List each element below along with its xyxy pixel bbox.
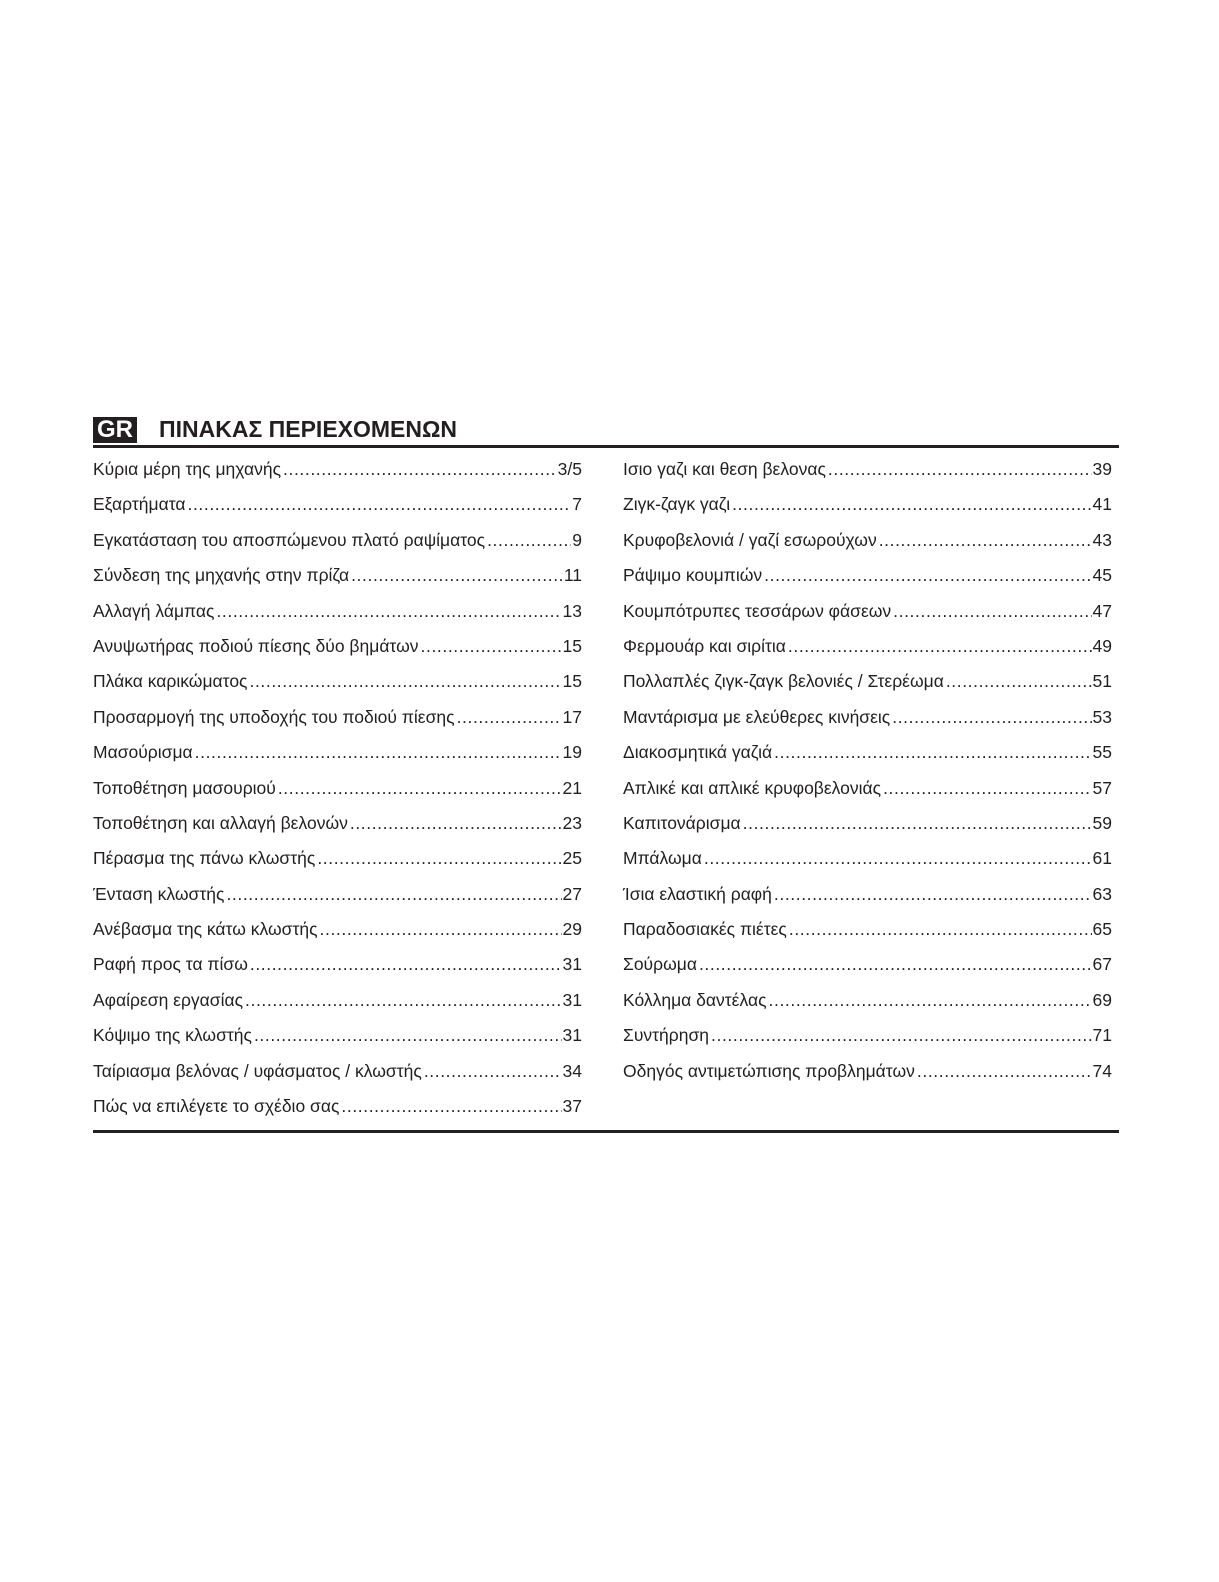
toc-entry bbox=[93, 1060, 582, 1095]
dot-leader bbox=[226, 883, 561, 905]
dot-leader bbox=[828, 458, 1092, 480]
entry-page: 71 bbox=[1092, 1025, 1112, 1046]
entry-page: 17 bbox=[562, 706, 582, 727]
entry-page: 74 bbox=[1092, 1060, 1112, 1081]
toc-right-column bbox=[623, 458, 1112, 1095]
entry-title: Συντήρηση bbox=[623, 1025, 710, 1046]
toc-entry bbox=[623, 847, 1112, 882]
entry-page: 27 bbox=[562, 883, 582, 904]
dot-leader bbox=[769, 989, 1092, 1011]
entry-title: Εξαρτήματα bbox=[93, 494, 186, 515]
dot-leader bbox=[254, 1024, 562, 1046]
entry-title: Ίσια ελαστική ραφή bbox=[623, 883, 772, 904]
entry-page: 47 bbox=[1092, 600, 1112, 621]
toc-entry bbox=[93, 670, 582, 705]
dot-leader bbox=[250, 953, 562, 975]
entry-page: 51 bbox=[1092, 671, 1112, 692]
dot-leader bbox=[283, 458, 557, 480]
entry-title: Πολλαπλές ζιγκ-ζαγκ βελονιές / Στερέωμα bbox=[623, 671, 944, 692]
entry-title: Ένταση κλωστής bbox=[93, 883, 225, 904]
entry-page: 9 bbox=[572, 529, 582, 550]
dot-leader bbox=[341, 1095, 561, 1117]
toc-entry bbox=[93, 883, 582, 918]
entry-page: 55 bbox=[1092, 742, 1112, 763]
entry-title: Διακοσμητικά γαζιά bbox=[623, 742, 773, 763]
entry-title: Κουμπότρυπες τεσσάρων φάσεων bbox=[623, 600, 892, 621]
entry-title: Κρυφοβελονιά / γαζί εσωρούχων bbox=[623, 529, 877, 550]
toc-entry bbox=[623, 741, 1112, 776]
toc-header bbox=[93, 415, 1119, 448]
toc-entry bbox=[623, 777, 1112, 812]
dot-leader bbox=[879, 529, 1092, 551]
toc-entry bbox=[623, 670, 1112, 705]
entry-page: 49 bbox=[1092, 635, 1112, 656]
entry-title: Μαντάρισμα με ελεύθερες κινήσεις bbox=[623, 706, 891, 727]
entry-title: Μπάλωμα bbox=[623, 848, 702, 869]
entry-title: Απλικέ και απλικέ κρυφοβελονιάς bbox=[623, 777, 882, 798]
toc-entry bbox=[623, 529, 1112, 564]
entry-title: Τοποθέτηση μασουριού bbox=[93, 777, 276, 798]
entry-page: 21 bbox=[562, 777, 582, 798]
dot-leader bbox=[320, 918, 562, 940]
entry-page: 45 bbox=[1092, 565, 1112, 586]
toc-entry bbox=[93, 600, 582, 635]
entry-page: 3/5 bbox=[557, 459, 582, 479]
entry-title: Εγκατάσταση του αποσπώμενου πλατό ραψίματος bbox=[93, 529, 486, 550]
entry-page: 59 bbox=[1092, 812, 1112, 833]
toc-entry bbox=[93, 458, 582, 493]
entry-title: Τοποθέτηση και αλλαγή βελονών bbox=[93, 812, 348, 833]
toc-entry bbox=[623, 1060, 1112, 1095]
entry-page: 15 bbox=[562, 671, 582, 692]
entry-page: 25 bbox=[562, 848, 582, 869]
dot-leader bbox=[351, 564, 563, 586]
entry-title: Αλλαγή λάμπας bbox=[93, 600, 215, 621]
toc-entry bbox=[93, 812, 582, 847]
toc-entry bbox=[93, 741, 582, 776]
toc-columns bbox=[93, 448, 1119, 1133]
dot-leader bbox=[764, 564, 1091, 586]
entry-page: 7 bbox=[572, 494, 582, 515]
entry-page: 31 bbox=[562, 989, 582, 1010]
entry-title: Οδηγός αντιμετώπισης προβλημάτων bbox=[623, 1060, 915, 1081]
entry-page: 53 bbox=[1092, 706, 1112, 727]
language-badge: GR bbox=[93, 417, 137, 443]
entry-page: 23 bbox=[562, 812, 582, 833]
entry-title: Ζιγκ-ζαγκ γαζι bbox=[623, 494, 731, 515]
entry-title: Σούρωμα bbox=[623, 954, 697, 975]
entry-page: 41 bbox=[1092, 494, 1112, 515]
toc-entry bbox=[93, 918, 582, 953]
dot-leader bbox=[946, 670, 1092, 692]
dot-leader bbox=[774, 741, 1091, 763]
entry-title: Ανυψωτήρας ποδιού πίεσης δύο βημάτων bbox=[93, 635, 419, 656]
entry-title: Καπιτονάρισμα bbox=[623, 812, 741, 833]
entry-page: 61 bbox=[1092, 848, 1112, 869]
dot-leader bbox=[457, 706, 562, 728]
entry-title: Φερμουάρ και σιρίτια bbox=[623, 635, 786, 656]
dot-leader bbox=[743, 812, 1092, 834]
toc-entry bbox=[623, 564, 1112, 599]
entry-title: Πώς να επιλέγετε το σχέδιο σας bbox=[93, 1096, 340, 1117]
entry-page: 34 bbox=[562, 1060, 582, 1081]
dot-leader bbox=[732, 493, 1091, 515]
dot-leader bbox=[350, 812, 562, 834]
table-of-contents bbox=[93, 415, 1119, 1133]
dot-leader bbox=[424, 1060, 562, 1082]
toc-entry bbox=[93, 847, 582, 882]
entry-title: Πλάκα καρικώματος bbox=[93, 671, 248, 692]
dot-leader bbox=[917, 1060, 1092, 1082]
dot-leader bbox=[249, 670, 561, 692]
toc-entry bbox=[623, 706, 1112, 741]
entry-page: 15 bbox=[562, 635, 582, 656]
toc-entry bbox=[93, 706, 582, 741]
entry-title: Ισιο γαζι και θεση βελονας bbox=[623, 459, 826, 479]
toc-entry bbox=[623, 1024, 1112, 1059]
toc-entry bbox=[623, 953, 1112, 988]
dot-leader bbox=[704, 847, 1092, 869]
entry-title: Κύρια μέρη της μηχανής bbox=[93, 459, 282, 479]
dot-leader bbox=[195, 741, 562, 763]
entry-title: Αφαίρεση εργασίας bbox=[93, 989, 244, 1010]
toc-entry bbox=[623, 493, 1112, 528]
dot-leader bbox=[774, 883, 1092, 905]
entry-page: 11 bbox=[563, 565, 582, 586]
entry-page: 57 bbox=[1092, 777, 1112, 798]
toc-entry bbox=[623, 989, 1112, 1024]
dot-leader bbox=[699, 953, 1092, 975]
dot-leader bbox=[883, 777, 1091, 799]
entry-title: Προσαρμογή της υποδοχής του ποδιού πίεσης bbox=[93, 706, 455, 727]
toc-entry bbox=[623, 883, 1112, 918]
entry-title: Ανέβασμα της κάτω κλωστής bbox=[93, 919, 318, 940]
dot-leader bbox=[487, 529, 571, 551]
entry-page: 63 bbox=[1092, 883, 1112, 904]
toc-entry bbox=[623, 635, 1112, 670]
dot-leader bbox=[317, 847, 561, 869]
entry-page: 31 bbox=[562, 954, 582, 975]
entry-page: 67 bbox=[1092, 954, 1112, 975]
entry-page: 19 bbox=[562, 742, 582, 763]
toc-entry bbox=[623, 600, 1112, 635]
toc-entry bbox=[93, 953, 582, 988]
entry-title: Ράψιμο κουμπιών bbox=[623, 565, 763, 586]
toc-entry bbox=[93, 1095, 582, 1130]
entry-page: 29 bbox=[562, 919, 582, 940]
dot-leader bbox=[245, 989, 561, 1011]
dot-leader bbox=[788, 635, 1092, 657]
toc-entry bbox=[93, 635, 582, 670]
toc-entry bbox=[93, 777, 582, 812]
entry-page: 65 bbox=[1092, 919, 1112, 940]
entry-page: 37 bbox=[562, 1096, 582, 1117]
dot-leader bbox=[892, 706, 1091, 728]
entry-page: 43 bbox=[1092, 529, 1112, 550]
dot-leader bbox=[421, 635, 562, 657]
entry-page: 39 bbox=[1092, 459, 1112, 479]
toc-entry bbox=[93, 493, 582, 528]
dot-leader bbox=[893, 600, 1091, 622]
entry-title: Κόλλημα δαντέλας bbox=[623, 989, 767, 1010]
entry-page: 69 bbox=[1092, 989, 1112, 1010]
toc-entry bbox=[93, 989, 582, 1024]
toc-entry bbox=[93, 1024, 582, 1059]
entry-title: Ραφή προς τα πίσω bbox=[93, 954, 248, 975]
toc-left-column bbox=[93, 458, 582, 1130]
entry-page: 31 bbox=[562, 1025, 582, 1046]
dot-leader bbox=[188, 493, 572, 515]
toc-entry bbox=[623, 918, 1112, 953]
toc-entry bbox=[93, 529, 582, 564]
dot-leader bbox=[711, 1024, 1092, 1046]
entry-page: 13 bbox=[562, 600, 582, 621]
dot-leader bbox=[278, 777, 562, 799]
toc-entry bbox=[93, 564, 582, 599]
entry-title: Παραδοσιακές πιέτες bbox=[623, 919, 787, 940]
dot-leader bbox=[216, 600, 561, 622]
entry-title: Ταίριασμα βελόνας / υφάσματος / κλωστής bbox=[93, 1060, 422, 1081]
entry-title: Πέρασμα της πάνω κλωστής bbox=[93, 848, 316, 869]
toc-entry bbox=[623, 458, 1112, 493]
entry-title: Κόψιμο της κλωστής bbox=[93, 1025, 252, 1046]
toc-entry bbox=[623, 812, 1112, 847]
dot-leader bbox=[789, 918, 1092, 940]
page-title: ΠΙΝΑΚΑΣ ΠΕΡΙΕΧΟΜΕΝΩΝ bbox=[159, 416, 458, 442]
entry-title: Μασούρισμα bbox=[93, 742, 193, 763]
entry-title: Σύνδεση της μηχανής στην πρίζα bbox=[93, 565, 350, 586]
